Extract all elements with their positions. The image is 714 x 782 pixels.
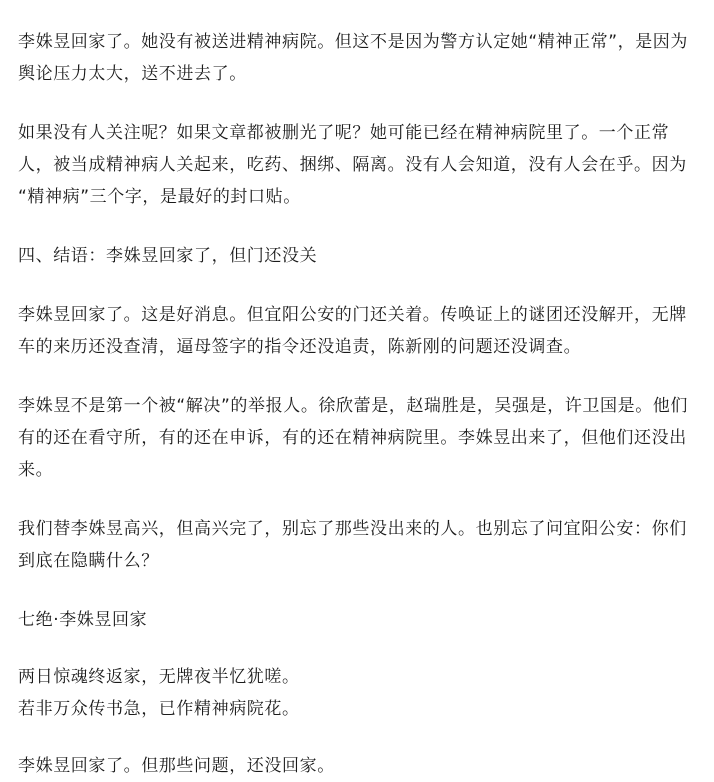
paragraph-spacer <box>18 363 696 390</box>
section-heading <box>18 240 696 272</box>
paragraph-spacer <box>18 272 696 299</box>
poem <box>18 661 696 725</box>
paragraph-spacer <box>18 90 696 117</box>
paragraph-line: 李姝昱回家了。她没有被送进精神病院。但这不是因为警方认定她“精神正常”，是因为 <box>18 32 689 52</box>
paragraph-line: 李姝昱回家了。这是好消息。但宜阳公安的门还关着。传唤证上的谜团还没解开，无牌 <box>18 305 687 325</box>
paragraph-line: 车的来历还没查清，逼母签字的指令还没追责，陈新刚的问题还没调查。 <box>18 337 582 357</box>
paragraph-line: 来。 <box>18 460 54 480</box>
poem-title-text: 七绝·李姝昱回家 <box>18 610 148 630</box>
paragraph-spacer <box>18 577 696 604</box>
poem-title <box>18 604 696 636</box>
heading-text: 四、结语：李姝昱回家了，但门还没关 <box>18 246 318 266</box>
paragraph-4 <box>18 390 696 486</box>
closing-text: 李姝昱回家了。但那些问题，还没回家。 <box>18 756 335 776</box>
paragraph-line: “精神病”三个字，是最好的封口贴。 <box>18 187 301 207</box>
paragraph-spacer <box>18 486 696 513</box>
paragraph-5 <box>18 513 696 577</box>
paragraph-spacer <box>18 725 696 750</box>
paragraph-2 <box>18 117 696 213</box>
paragraph-1 <box>18 26 696 90</box>
paragraph-line: 人，被当成精神病人关起来，吃药、捆绑、隔离。没有人会知道，没有人会在乎。因为 <box>18 155 687 175</box>
paragraph-line: 如果没有人关注呢？如果文章都被删光了呢？她可能已经在精神病院里了。一个正常 <box>18 123 670 143</box>
paragraph-spacer <box>18 636 696 661</box>
paragraph-line: 我们替李姝昱高兴，但高兴完了，别忘了那些没出来的人。也别忘了问宜阳公安：你们 <box>18 519 687 539</box>
paragraph-line: 有的还在看守所，有的还在申诉，有的还在精神病院里。李姝昱出来了，但他们还没出 <box>18 428 687 448</box>
poem-line: 若非万众传书急，已作精神病院花。 <box>18 699 300 719</box>
paragraph-line: 到底在隐瞒什么？ <box>18 551 159 571</box>
paragraph-line: 李姝昱不是第一个被“解决”的举报人。徐欣蕾是，赵瑞胜是，吴强是，许卫国是。他们 <box>18 396 689 416</box>
paragraph-spacer <box>18 213 696 240</box>
closing-paragraph <box>18 750 696 782</box>
paragraph-3 <box>18 299 696 363</box>
paragraph-line: 舆论压力太大，送不进去了。 <box>18 64 247 84</box>
poem-line: 两日惊魂终返家，无牌夜半忆犹嗟。 <box>18 667 300 687</box>
